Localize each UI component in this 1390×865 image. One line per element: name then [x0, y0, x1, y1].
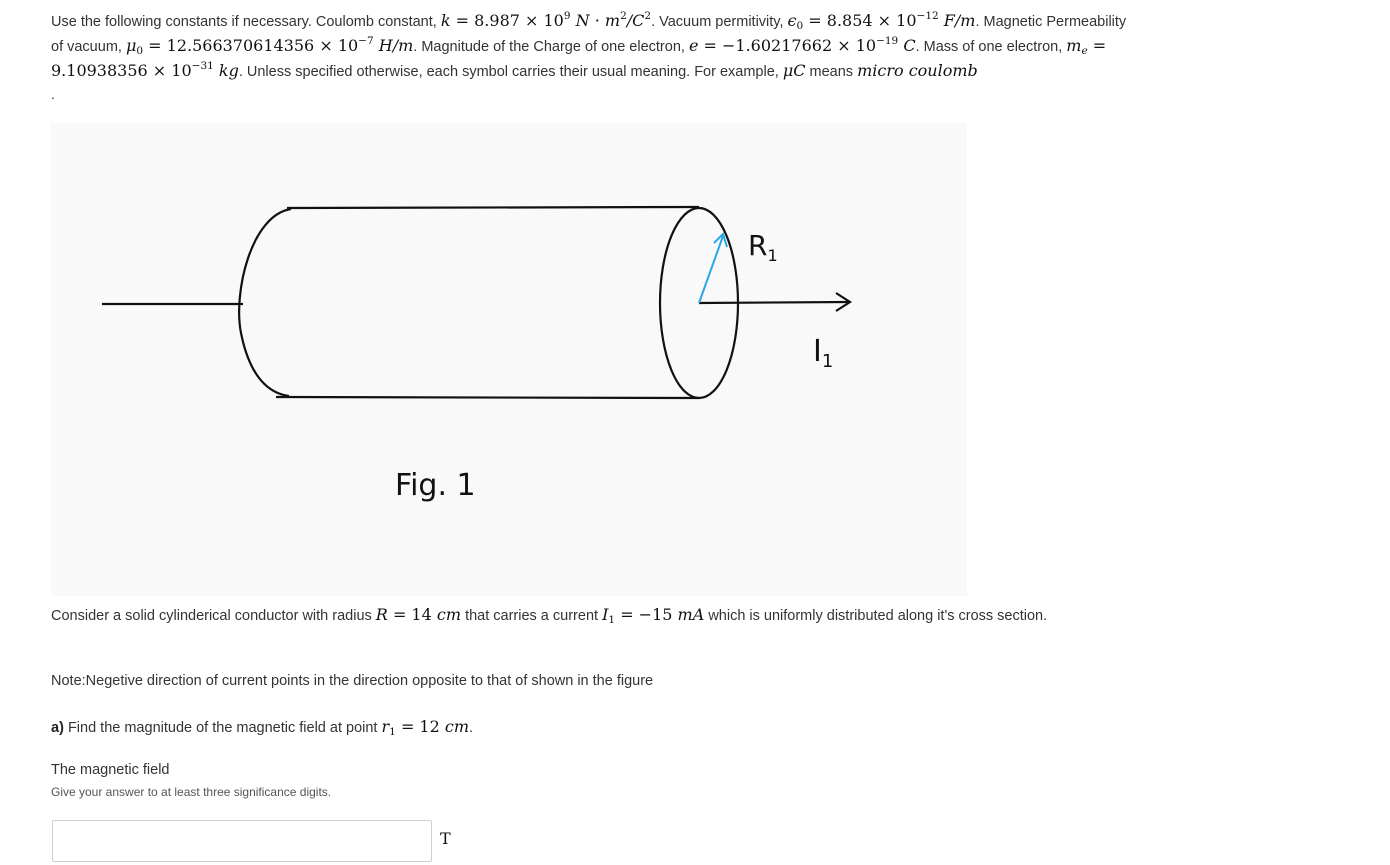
cylinder-bottom-edge	[276, 397, 699, 398]
electron-mass: $m_e = 9.10938356 \times 10^{-31}$ kg	[51, 36, 1107, 80]
radius-arrow-line	[699, 236, 723, 303]
example-text: micro coulomb	[857, 61, 978, 80]
part-a-letter: a)	[51, 720, 64, 736]
constants-paragraph	[51, 9, 1141, 84]
answer-unit: T	[440, 829, 451, 848]
cylinder-left-end	[239, 209, 291, 396]
answer-label: The magnetic field	[51, 762, 170, 778]
mass-label: . Mass of one electron,	[915, 39, 1063, 55]
electron-charge: $e = -1.60217662 \times 10^{-19}$ C	[688, 35, 916, 55]
radius-expression: R = 14 cm	[375, 605, 462, 624]
part-a-question: a) Find the magnitude of the magnetic field at point $r_1 = 12$ cm.	[51, 717, 474, 738]
vacuum-label: . Vacuum permitivity,	[651, 14, 784, 30]
radius-label: $R_1$	[748, 229, 778, 265]
vacuum-permeability: $\mu_0 = 12.566370614356 \times 10^{-7}$ H/m	[125, 35, 414, 57]
cylinder-diagram	[51, 123, 967, 596]
current-label: $I_1$	[813, 334, 834, 372]
current-arrow-line	[699, 302, 849, 303]
vacuum-permitivity: $\epsilon_0 = 8.854 \times 10^{-12}$ F/m	[787, 10, 976, 32]
trailing-dot: .	[51, 86, 55, 102]
usual-meaning-label: . Unless specified otherwise, each symbol carries their usual meaning. For example,	[238, 64, 779, 80]
figure-1	[51, 123, 967, 596]
answer-hint: Give your answer to at least three significance digits.	[51, 785, 332, 799]
means-label: means	[809, 64, 854, 80]
constants-intro: Use the following constants if necessary. Coulomb constant,	[51, 14, 437, 30]
current-expression: $I_1 = -15$ mA	[602, 605, 705, 626]
cylinder-top-edge	[287, 207, 699, 208]
charge-label: . Magnitude of the Charge of one electron,	[413, 39, 685, 55]
note-text: Note:Negetive direction of current points in the direction opposite to that of shown in the figure	[51, 673, 654, 689]
figure-caption: Fig. 1	[395, 468, 476, 503]
problem-statement: Consider a solid cylinderical conductor with radius R = 14 cm that carries a current $I_1 = -15$ mA which is uniformly distributed along it's cross section.	[51, 605, 1048, 626]
point-expression: $r_1 = 12$ cm	[381, 717, 470, 738]
permeability-label: . Magnetic Permeability of vacuum,	[51, 14, 1127, 55]
coulomb-constant: $k = 8.987 \times 10^9$ $N \cdot m^2/C^2$	[440, 10, 652, 30]
magnetic-field-input[interactable]	[52, 820, 432, 862]
example-symbol: μC	[782, 61, 806, 80]
